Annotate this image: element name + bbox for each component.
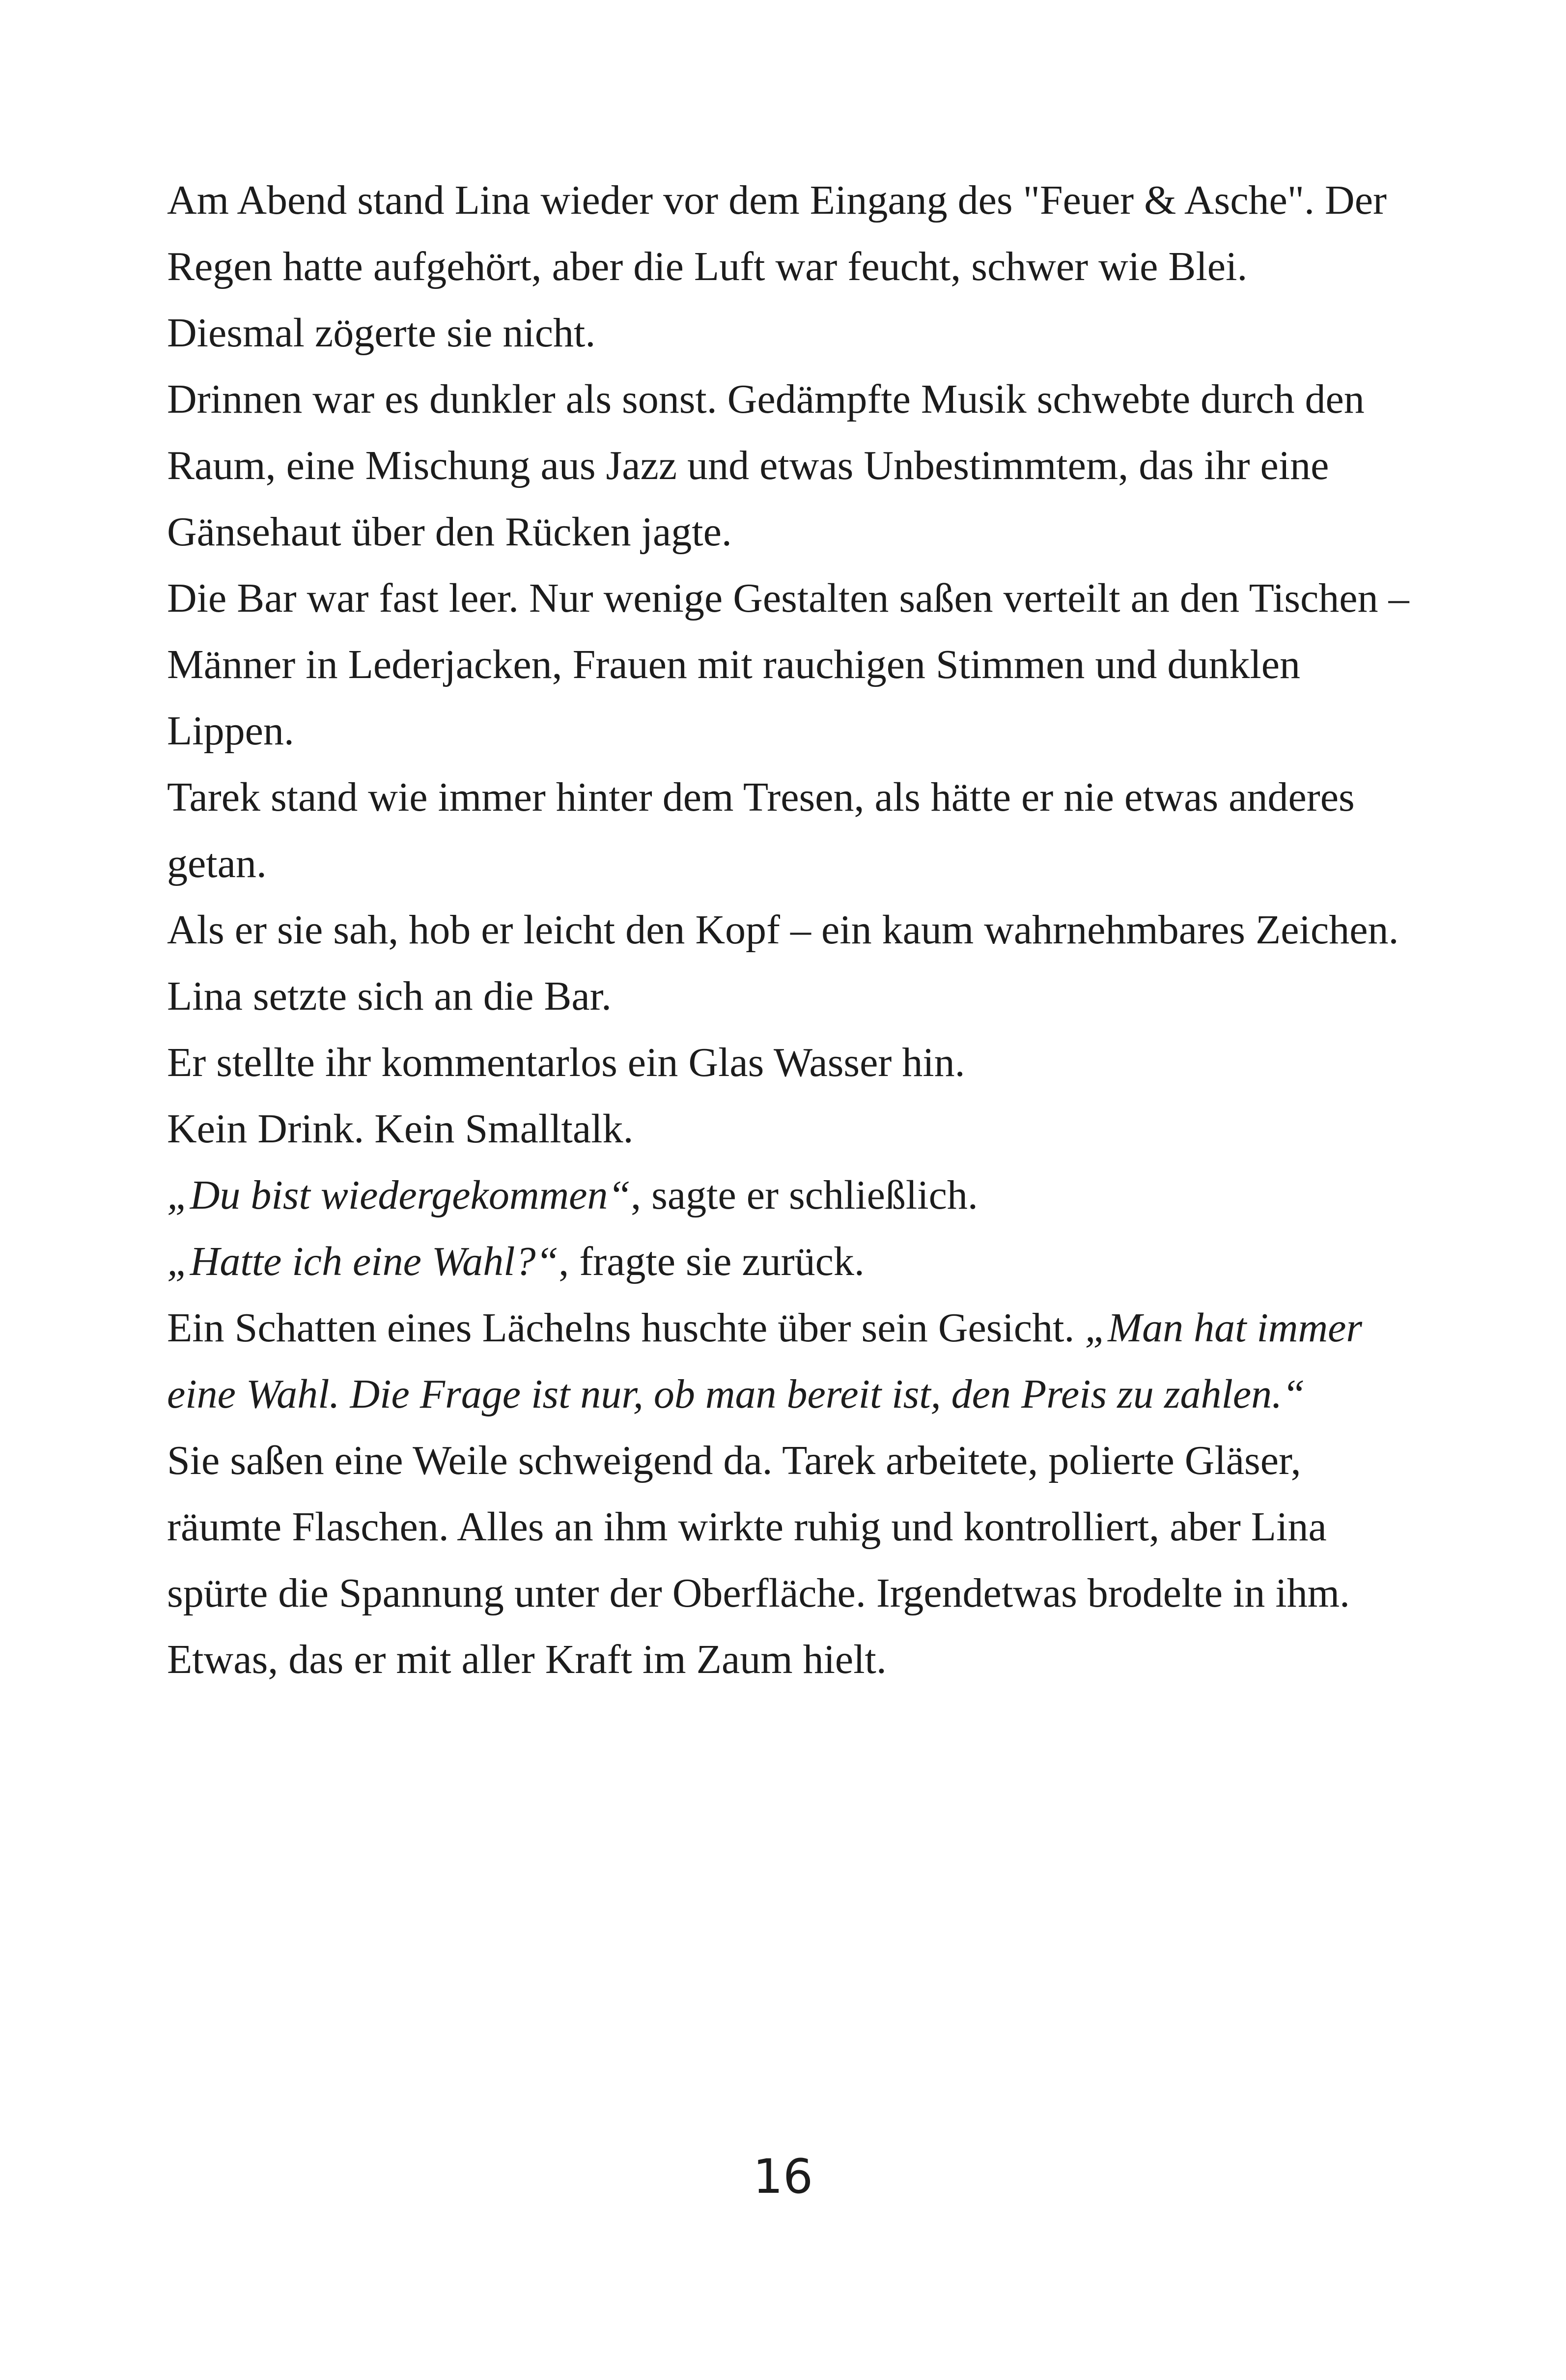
paragraph: Die Bar war fast leer. Nur wenige Gestalten saßen verteilt an den Tischen – Männer in Lederjacken, Frauen mit rauchigen Stimmen und dunklen Lippen. [167, 575, 1409, 754]
dialog-quote: „Hatte ich eine Wahl?“ [167, 1239, 559, 1284]
body-text [167, 167, 1425, 1693]
dialog-paragraph [167, 1228, 1425, 1295]
paragraph: Drinnen war es dunkler als sonst. Gedämpfte Musik schwebte durch den Raum, eine Mischung aus Jazz und etwas Unbestimmtem, das ihr eine Gänsehaut über den Rücken jagte. [167, 376, 1365, 555]
paragraph: Tarek stand wie immer hinter dem Tresen, als hätte er nie etwas anderes getan. [167, 774, 1355, 886]
page-number: 16 [753, 2149, 813, 2204]
dialog-quote: „Du bist wiedergekommen“ [167, 1172, 631, 1218]
paragraph: Er stellte ihr kommentarlos ein Glas Wasser hin. [167, 1040, 965, 1085]
dialog-paragraph [167, 1295, 1425, 1427]
dialog-paragraph [167, 1162, 1425, 1228]
paragraph: Als er sie sah, hob er leicht den Kopf – ein kaum wahrnehmbares Zeichen. [167, 907, 1399, 953]
dialog-quote: „Man hat immer eine Wahl. Die Frage ist nur, ob man bereit ist, den Preis zu zahlen.“ [167, 1305, 1363, 1417]
narration: Ein Schatten eines Lächelns huschte über sein Gesicht. [167, 1305, 1085, 1351]
paragraph: Sie saßen eine Weile schweigend da. Tarek arbeitete, polierte Gläser, räumte Flaschen. Alles an ihm wirkte ruhig und kontrolliert, aber Lina spürte die Spannung unter der Oberfläche. Irgendetwas brodelte in ihm. Etwas, das er mit aller Kraft im Zaum hielt. [167, 1438, 1350, 1682]
paragraph: Kein Drink. Kein Smalltalk. [167, 1106, 634, 1152]
paragraph: Am Abend stand Lina wieder vor dem Eingang des "Feuer & Asche". Der Regen hatte aufgehört, aber die Luft war feucht, schwer wie Blei. [167, 177, 1387, 289]
paragraph: Lina setzte sich an die Bar. [167, 973, 612, 1019]
dialog-tag: , fragte sie zurück. [559, 1239, 865, 1284]
dialog-tag: , sagte er schließlich. [631, 1172, 978, 1218]
paragraph: Diesmal zögerte sie nicht. [167, 310, 596, 356]
